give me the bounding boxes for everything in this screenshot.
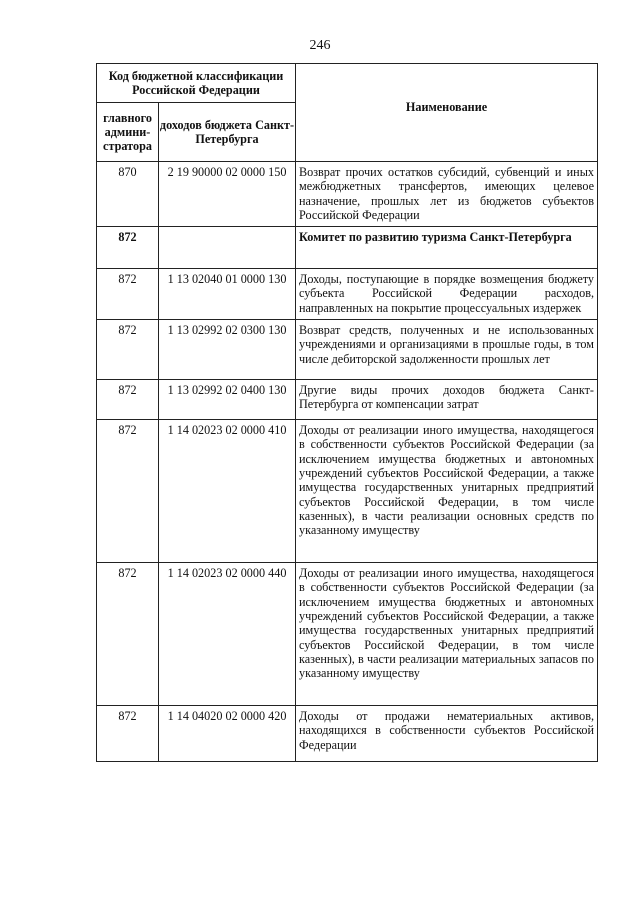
- income-code-cell: 2 19 90000 02 0000 150: [159, 162, 296, 227]
- name-cell: Возврат прочих остатков субсидий, субвенций и иных межбюджетных трансфертов, имеющих целевое назначение, прошлых лет из бюджетов субъектов Российской Федерации: [296, 162, 598, 227]
- table-row: [97, 269, 598, 320]
- income-code-cell: 1 13 02992 02 0300 130: [159, 320, 296, 380]
- admin-code-cell: 872: [97, 706, 159, 762]
- name-cell: Комитет по развитию туризма Санкт-Петербурга: [296, 227, 598, 269]
- income-code-cell: 1 14 02023 02 0000 410: [159, 420, 296, 563]
- name-cell: Доходы от реализации иного имущества, находящегося в собственности субъектов Российской Федерации (за исключением имущества бюджетных и автономных учреждений субъектов Российской Федерации, а также имущества государственных унитарных предприятий субъектов Российской Федерации, в том числе казенных), в части реализации материальных запасов по указанному имуществу: [296, 563, 598, 706]
- income-code-cell: 1 14 02023 02 0000 440: [159, 563, 296, 706]
- income-code-cell: [159, 227, 296, 269]
- admin-code-cell: 872: [97, 420, 159, 563]
- header-income: доходов бюджета Санкт-Петербурга: [159, 103, 296, 162]
- table-row: [97, 706, 598, 762]
- name-cell: Доходы от продажи нематериальных активов, находящихся в собственности субъектов Российской Федерации: [296, 706, 598, 762]
- table-row: [97, 320, 598, 380]
- admin-code-cell: 872: [97, 227, 159, 269]
- name-cell: Доходы, поступающие в порядке возмещения бюджету субъекта Российской Федерации расходов, направленных на покрытие процессуальных издержек: [296, 269, 598, 320]
- income-code-cell: 1 13 02992 02 0400 130: [159, 380, 296, 420]
- header-row-top: [97, 64, 598, 103]
- header-budget-classification: Код бюджетной классификации Российской Федерации: [97, 64, 296, 103]
- admin-code-cell: 870: [97, 162, 159, 227]
- table-row: [97, 420, 598, 563]
- table-row: [97, 162, 598, 227]
- header-admin: главного админи-стратора: [97, 103, 159, 162]
- income-code-cell: 1 14 04020 02 0000 420: [159, 706, 296, 762]
- table-row: [97, 227, 598, 269]
- table-row: [97, 563, 598, 706]
- header-name: Наименование: [296, 64, 598, 162]
- admin-code-cell: 872: [97, 269, 159, 320]
- table-row: [97, 380, 598, 420]
- name-cell: Другие виды прочих доходов бюджета Санкт-Петербурга от компенсации затрат: [296, 380, 598, 420]
- budget-classification-table: [96, 63, 598, 762]
- admin-code-cell: 872: [97, 563, 159, 706]
- admin-code-cell: 872: [97, 380, 159, 420]
- page-number: 246: [309, 38, 331, 53]
- name-cell: Возврат средств, полученных и не использованных учреждениями и организациями в прошлые годы, в том числе дебиторской задолженности прошлых лет: [296, 320, 598, 380]
- name-cell: Доходы от реализации иного имущества, находящегося в собственности субъектов Российской Федерации (за исключением имущества бюджетных и автономных учреждений субъектов Российской Федерации, а также имущества государственных унитарных предприятий субъектов Российской Федерации, в том числе казенных), в части реализации основных средств по указанному имуществу: [296, 420, 598, 563]
- admin-code-cell: 872: [97, 320, 159, 380]
- income-code-cell: 1 13 02040 01 0000 130: [159, 269, 296, 320]
